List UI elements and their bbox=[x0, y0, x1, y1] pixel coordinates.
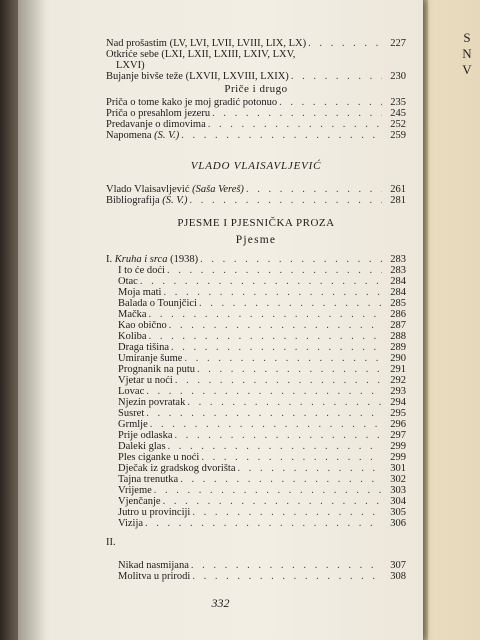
toc-entry bbox=[106, 49, 406, 60]
poem-title: Koliba bbox=[118, 331, 147, 342]
poem-list bbox=[106, 560, 406, 582]
leader-dots bbox=[180, 474, 382, 485]
entry-page: 259 bbox=[390, 130, 406, 141]
entry-title: Otkriće sebe (LXI, LXII, LXIII, LXIV, LXV, bbox=[106, 49, 296, 60]
leader-dots bbox=[201, 452, 382, 463]
poem-entry bbox=[106, 452, 406, 463]
poem-entry bbox=[106, 276, 406, 287]
leader-dots bbox=[163, 496, 382, 507]
poem-entry bbox=[106, 507, 406, 518]
entry-page: 245 bbox=[390, 108, 406, 119]
poem-page: 299 bbox=[390, 441, 406, 452]
poem-entry bbox=[106, 331, 406, 342]
toc-entry bbox=[106, 119, 406, 130]
leader-dots bbox=[150, 419, 382, 430]
poem-entry bbox=[106, 375, 406, 386]
leader-dots bbox=[212, 108, 382, 119]
entry-page: 252 bbox=[390, 119, 406, 130]
poem-entry bbox=[106, 485, 406, 496]
poem-title: Moja mati bbox=[118, 287, 162, 298]
entry-title: Nad prošastim (LV, LVI, LVII, LVIII, LIX, LX) bbox=[106, 38, 307, 49]
poem-page: 288 bbox=[390, 331, 406, 342]
table-of-contents bbox=[106, 38, 406, 582]
leader-dots bbox=[146, 386, 382, 397]
leader-dots bbox=[171, 342, 382, 353]
leader-dots bbox=[199, 298, 382, 309]
poem-list bbox=[106, 265, 406, 529]
leader-dots bbox=[168, 441, 382, 452]
right-page-edge bbox=[418, 0, 480, 640]
entry-title: Bibliografija bbox=[106, 195, 160, 206]
poem-title: Daleki glas bbox=[118, 441, 166, 452]
poem-title: Kao obično bbox=[118, 320, 167, 331]
poem-page: 302 bbox=[390, 474, 406, 485]
leader-dots bbox=[189, 195, 382, 206]
section-heading: Priče i drugo bbox=[224, 83, 288, 95]
entry-title: Priča o presahlom jezeru bbox=[106, 108, 211, 119]
leader-dots bbox=[175, 375, 382, 386]
leader-dots bbox=[200, 254, 382, 265]
poem-title: Dječak iz gradskog dvorišta bbox=[118, 463, 236, 474]
leader-dots bbox=[146, 408, 382, 419]
author-heading: VLADO VLAISAVLJEVIĆ bbox=[190, 160, 322, 172]
poem-title: Ples ciganke u noći bbox=[118, 452, 200, 463]
poem-title: Nikad nasmijana bbox=[118, 560, 189, 571]
page-number: 332 bbox=[211, 596, 230, 610]
entry-attribution: (Saša Vereš) bbox=[192, 184, 244, 195]
leader-dots bbox=[140, 276, 382, 287]
poem-page: 304 bbox=[390, 496, 406, 507]
entry-title: Predavanje o dimovima bbox=[106, 119, 206, 130]
subsection-heading: Pjesme bbox=[235, 234, 277, 246]
side-letters bbox=[460, 30, 474, 78]
leader-dots bbox=[175, 430, 382, 441]
poem-entry bbox=[106, 408, 406, 419]
poem-title: Otac bbox=[118, 276, 138, 287]
poem-page: 291 bbox=[390, 364, 406, 375]
section-title: Kruha i srca bbox=[114, 254, 168, 265]
poem-page: 294 bbox=[390, 397, 406, 408]
poem-page: 297 bbox=[390, 430, 406, 441]
poem-page: 287 bbox=[390, 320, 406, 331]
poem-page: 301 bbox=[390, 463, 406, 474]
poem-title: Prognanik na putu bbox=[118, 364, 195, 375]
poem-entry bbox=[106, 397, 406, 408]
poem-entry bbox=[106, 560, 406, 571]
poem-title: Tajna trenutka bbox=[118, 474, 179, 485]
leader-dots bbox=[149, 331, 382, 342]
leader-dots bbox=[169, 320, 382, 331]
leader-dots bbox=[308, 38, 382, 49]
entry-page: 281 bbox=[390, 195, 406, 206]
toc-section-entry bbox=[106, 254, 406, 265]
poem-entry bbox=[106, 353, 406, 364]
section-numeral: I. bbox=[106, 254, 113, 265]
poem-entry bbox=[106, 287, 406, 298]
leader-dots bbox=[197, 364, 382, 375]
leader-dots bbox=[181, 130, 382, 141]
side-letter: S bbox=[463, 30, 471, 45]
poem-entry bbox=[106, 518, 406, 529]
poem-entry bbox=[106, 364, 406, 375]
toc-entry bbox=[106, 130, 406, 141]
poem-page: 299 bbox=[390, 452, 406, 463]
entry-page: 261 bbox=[390, 184, 406, 195]
entry-attribution: (S. V.) bbox=[154, 130, 180, 141]
leader-dots bbox=[184, 353, 382, 364]
poem-title: Grmlje bbox=[118, 419, 148, 430]
entry-title: Napomena bbox=[106, 130, 152, 141]
entry-page: 227 bbox=[390, 38, 406, 49]
page-gutter bbox=[18, 0, 46, 640]
poem-page: 285 bbox=[390, 298, 406, 309]
side-letter: N bbox=[462, 46, 472, 61]
poem-page: 286 bbox=[390, 309, 406, 320]
poem-page: 306 bbox=[390, 518, 406, 529]
poem-page: 292 bbox=[390, 375, 406, 386]
leader-dots bbox=[154, 485, 382, 496]
poem-page: 295 bbox=[390, 408, 406, 419]
toc-section-entry bbox=[106, 537, 406, 548]
toc-entry bbox=[106, 38, 406, 49]
poem-page: 293 bbox=[390, 386, 406, 397]
poem-title: Balada o Tounjčici bbox=[118, 298, 197, 309]
leader-dots bbox=[246, 184, 382, 195]
poem-title: Jutro u provinciji bbox=[118, 507, 191, 518]
poem-entry bbox=[106, 265, 406, 276]
poem-entry bbox=[106, 342, 406, 353]
leader-dots bbox=[163, 287, 382, 298]
toc-entry bbox=[106, 97, 406, 108]
leader-dots bbox=[279, 97, 382, 108]
leader-dots bbox=[238, 463, 382, 474]
entry-attribution: (S. V.) bbox=[162, 195, 188, 206]
poem-page: 308 bbox=[390, 571, 406, 582]
poem-entry bbox=[106, 474, 406, 485]
poem-page: 283 bbox=[390, 265, 406, 276]
book-page bbox=[18, 0, 423, 640]
poem-entry bbox=[106, 320, 406, 331]
toc-entry-continuation bbox=[106, 60, 406, 71]
section-heading: PJESME I PJESNIČKA PROZA bbox=[177, 217, 335, 229]
poem-entry bbox=[106, 441, 406, 452]
section-year: (1938) bbox=[170, 254, 199, 265]
leader-dots bbox=[149, 309, 382, 320]
toc-entry bbox=[106, 184, 406, 195]
poem-entry bbox=[106, 419, 406, 430]
poem-page: 305 bbox=[390, 507, 406, 518]
leader-dots bbox=[192, 507, 382, 518]
section-numeral: II. bbox=[106, 537, 116, 548]
poem-page: 289 bbox=[390, 342, 406, 353]
leader-dots bbox=[208, 119, 382, 130]
poem-page: 290 bbox=[390, 353, 406, 364]
leader-dots bbox=[187, 397, 382, 408]
poem-title: Molitva u prirodi bbox=[118, 571, 191, 582]
poem-page: 307 bbox=[390, 560, 406, 571]
poem-entry bbox=[106, 386, 406, 397]
poem-title: Vjetar u noći bbox=[118, 375, 173, 386]
poem-title: Prije odlaska bbox=[118, 430, 173, 441]
leader-dots bbox=[192, 571, 382, 582]
leader-dots bbox=[291, 71, 382, 82]
poem-entry bbox=[106, 463, 406, 474]
poem-title: Vizija bbox=[118, 518, 144, 529]
toc-entry bbox=[106, 195, 406, 206]
poem-page: 284 bbox=[390, 287, 406, 298]
entry-page: 283 bbox=[390, 254, 406, 265]
leader-dots bbox=[145, 518, 382, 529]
poem-page: 296 bbox=[390, 419, 406, 430]
poem-title: I to će doći bbox=[118, 265, 165, 276]
poem-entry bbox=[106, 298, 406, 309]
poem-title: Vrijeme bbox=[118, 485, 152, 496]
entry-title: Vlado Vlaisavljević bbox=[106, 184, 190, 195]
leader-dots bbox=[191, 560, 382, 571]
poem-title: Mačka bbox=[118, 309, 147, 320]
poem-title: Vjenčanje bbox=[118, 496, 161, 507]
poem-entry bbox=[106, 496, 406, 507]
entry-title: LXVI) bbox=[116, 60, 145, 71]
entry-page: 235 bbox=[390, 97, 406, 108]
poem-title: Njezin povratak bbox=[118, 397, 186, 408]
toc-entry bbox=[106, 71, 406, 82]
leader-dots bbox=[167, 265, 382, 276]
poem-page: 284 bbox=[390, 276, 406, 287]
poem-title: Umiranje šume bbox=[118, 353, 183, 364]
poem-entry bbox=[106, 430, 406, 441]
poem-title: Susret bbox=[118, 408, 145, 419]
poem-title: Draga tišina bbox=[118, 342, 170, 353]
poem-title: Lovac bbox=[118, 386, 145, 397]
poem-entry bbox=[106, 309, 406, 320]
poem-entry bbox=[106, 571, 406, 582]
entry-title: Priča o tome kako je moj gradić potonuo bbox=[106, 97, 278, 108]
poem-page: 303 bbox=[390, 485, 406, 496]
side-letter: V bbox=[462, 62, 472, 77]
entry-title: Bujanje bivše teže (LXVII, LXVIII, LXIX) bbox=[106, 71, 289, 82]
entry-page: 230 bbox=[390, 71, 406, 82]
toc-entry bbox=[106, 108, 406, 119]
